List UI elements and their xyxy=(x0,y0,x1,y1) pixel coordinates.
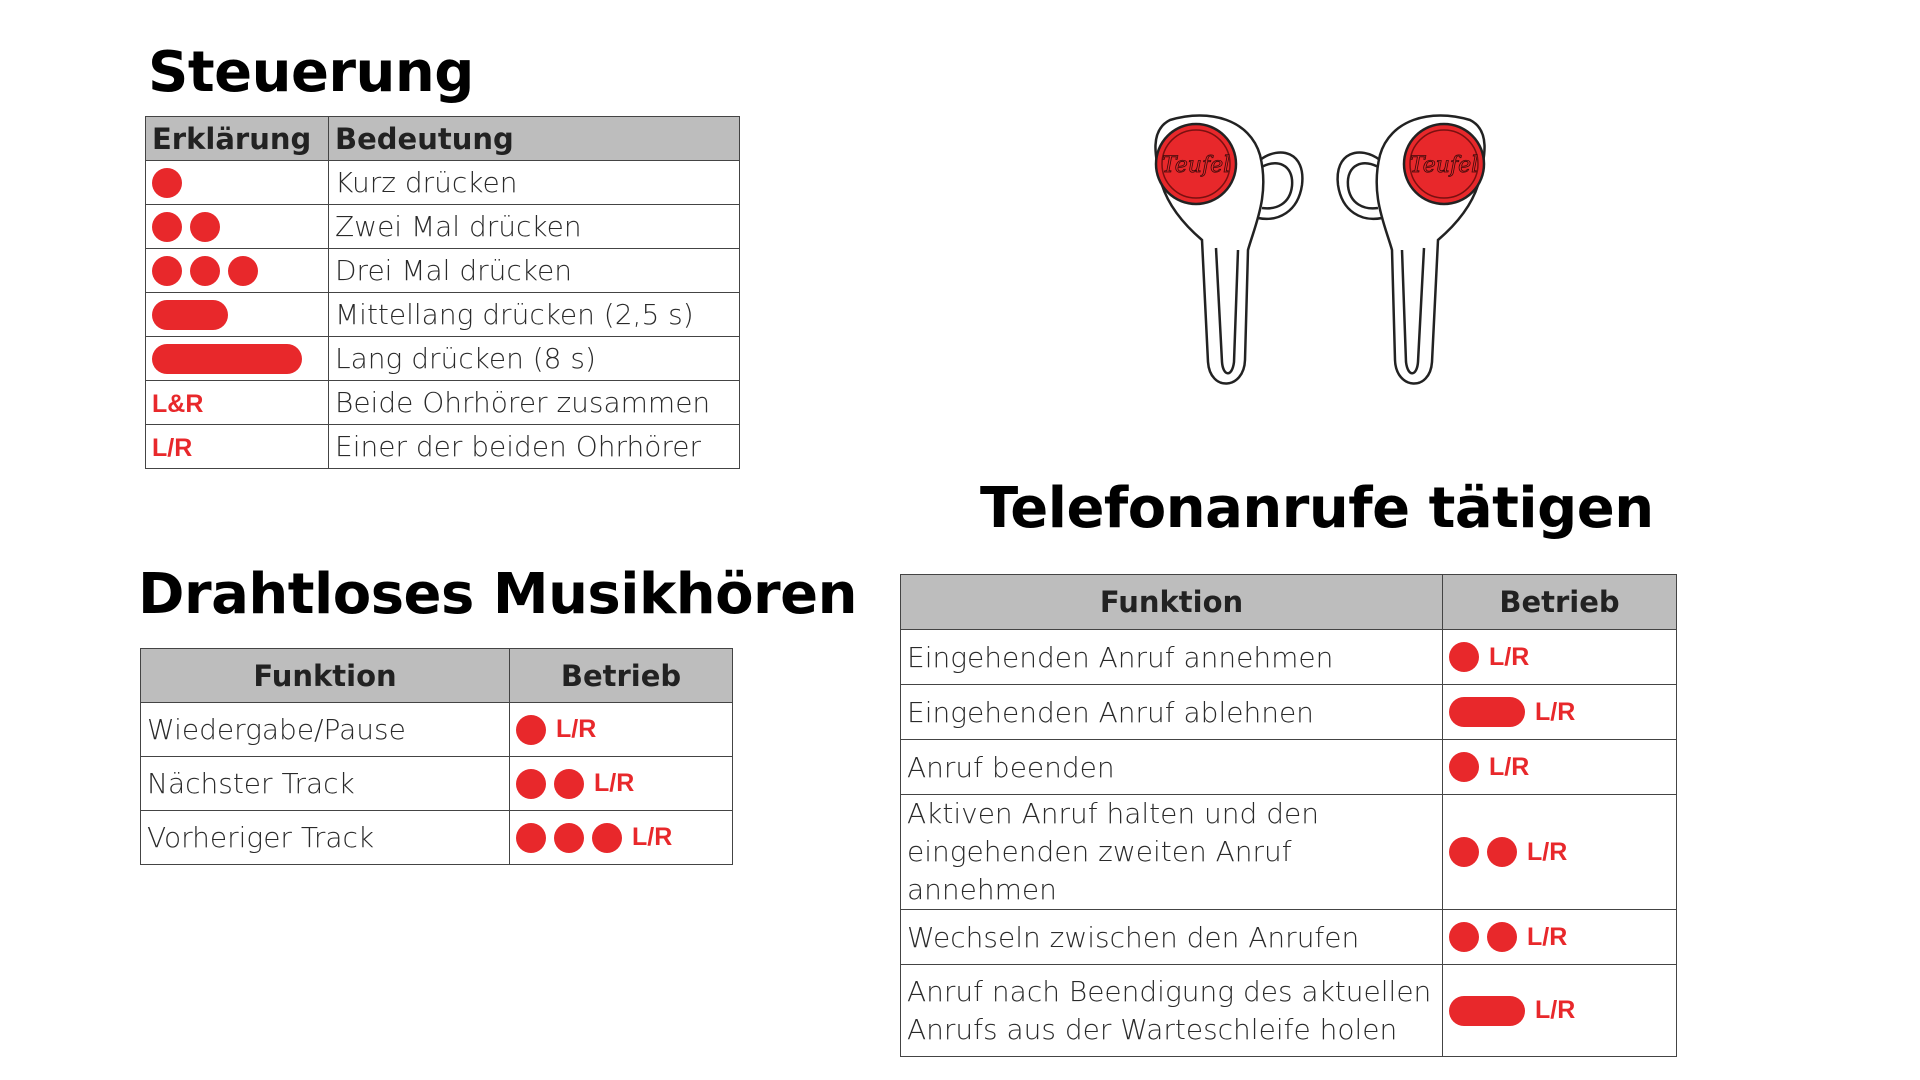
legend-meaning: Beide Ohrhörer zusammen xyxy=(329,381,740,425)
red-dot-icon xyxy=(554,769,584,799)
table-row xyxy=(141,811,733,865)
legend-meaning: Einer der beiden Ohrhörer xyxy=(329,425,740,469)
press-symbol-long xyxy=(152,344,322,374)
operation-symbol xyxy=(516,769,726,799)
music-title: Drahtloses Musikhören xyxy=(138,562,858,627)
earbud-tag: L/R xyxy=(632,823,673,851)
earbud-tag: L/R xyxy=(1535,697,1576,726)
legend-row xyxy=(146,337,740,381)
red-dot-icon xyxy=(228,256,258,286)
red-dot-icon xyxy=(152,256,182,286)
either-earbud-label: L/R xyxy=(152,434,193,462)
earbud-tag: L/R xyxy=(1527,922,1568,951)
red-pill-medium-icon xyxy=(1449,996,1525,1026)
legend-meaning: Mittellang drücken (2,5 s) xyxy=(329,293,740,337)
legend-row xyxy=(146,425,740,469)
function-label: Eingehenden Anruf annehmen xyxy=(901,630,1443,685)
operation-symbol xyxy=(1449,996,1670,1026)
phone-header-function: Funktion xyxy=(901,575,1443,630)
operation-symbol xyxy=(1449,697,1670,727)
music-header-function: Funktion xyxy=(141,649,510,703)
phone-controls-table xyxy=(900,574,1677,1057)
red-dot-icon xyxy=(190,256,220,286)
table-row xyxy=(901,965,1677,1057)
legend-row xyxy=(146,205,740,249)
operation-symbol xyxy=(1449,922,1670,952)
press-symbol-triple xyxy=(152,256,322,286)
right-brand-logo: Teufel xyxy=(1409,153,1479,178)
legend-meaning: Lang drücken (8 s) xyxy=(329,337,740,381)
control-legend-table xyxy=(145,116,740,469)
legend-row xyxy=(146,293,740,337)
table-row xyxy=(901,685,1677,740)
function-label: Vorheriger Track xyxy=(141,811,510,865)
music-controls-table xyxy=(140,648,733,865)
red-dot-icon xyxy=(516,823,546,853)
legend-row xyxy=(146,161,740,205)
red-dot-icon xyxy=(152,212,182,242)
red-dot-icon xyxy=(1449,922,1479,952)
phone-title: Telefonanrufe tätigen xyxy=(980,476,1654,541)
function-label: Aktiven Anruf halten und den eingehenden zweiten Anruf annehmen xyxy=(901,795,1443,910)
operation-symbol xyxy=(516,823,726,853)
red-dot-icon xyxy=(1487,837,1517,867)
earbud-tag: L/R xyxy=(594,769,635,797)
table-row xyxy=(901,795,1677,910)
function-label: Anruf nach Beendigung des aktuellen Anrufs aus der Warteschleife holen xyxy=(901,965,1443,1057)
red-dot-icon xyxy=(1449,752,1479,782)
earbud-tag: L/R xyxy=(1489,642,1530,671)
legend-header-explanation: Erklärung xyxy=(146,117,329,161)
function-label: Anruf beenden xyxy=(901,740,1443,795)
press-symbol-medium xyxy=(152,300,322,330)
earbuds-illustration xyxy=(1110,100,1540,400)
legend-meaning: Kurz drücken xyxy=(329,161,740,205)
table-row xyxy=(901,630,1677,685)
red-dot-icon xyxy=(516,715,546,745)
music-header-operation: Betrieb xyxy=(510,649,733,703)
legend-meaning: Drei Mal drücken xyxy=(329,249,740,293)
red-pill-long-icon xyxy=(152,344,302,374)
earbud-tag: L/R xyxy=(1535,996,1576,1024)
legend-row xyxy=(146,249,740,293)
table-row xyxy=(901,910,1677,965)
operation-symbol xyxy=(516,715,726,745)
function-label: Wechseln zwischen den Anrufen xyxy=(901,910,1443,965)
steuerung-title: Steuerung xyxy=(148,40,474,105)
function-label: Wiedergabe/Pause xyxy=(141,703,510,757)
earbud-tag: L/R xyxy=(556,715,597,743)
left-brand-logo: Teufel xyxy=(1161,153,1231,178)
red-dot-icon xyxy=(592,823,622,853)
red-pill-medium-icon xyxy=(152,300,228,330)
operation-symbol xyxy=(1449,752,1670,782)
red-dot-icon xyxy=(190,212,220,242)
legend-header-meaning: Bedeutung xyxy=(329,117,740,161)
phone-header-operation: Betrieb xyxy=(1443,575,1677,630)
red-dot-icon xyxy=(152,168,182,198)
legend-row xyxy=(146,381,740,425)
red-dot-icon xyxy=(1449,642,1479,672)
table-row xyxy=(141,757,733,811)
red-pill-medium-icon xyxy=(1449,697,1525,727)
both-earbuds-label: L&R xyxy=(152,390,204,418)
red-dot-icon xyxy=(1449,837,1479,867)
table-row xyxy=(901,740,1677,795)
table-row xyxy=(141,703,733,757)
operation-symbol xyxy=(1449,837,1670,867)
press-symbol-short xyxy=(152,168,322,198)
operation-symbol xyxy=(1449,642,1670,672)
function-label: Nächster Track xyxy=(141,757,510,811)
press-symbol-double xyxy=(152,212,322,242)
function-label: Eingehenden Anruf ablehnen xyxy=(901,685,1443,740)
earbud-tag: L/R xyxy=(1527,837,1568,866)
red-dot-icon xyxy=(516,769,546,799)
legend-meaning: Zwei Mal drücken xyxy=(329,205,740,249)
red-dot-icon xyxy=(554,823,584,853)
red-dot-icon xyxy=(1487,922,1517,952)
earbud-tag: L/R xyxy=(1489,752,1530,781)
